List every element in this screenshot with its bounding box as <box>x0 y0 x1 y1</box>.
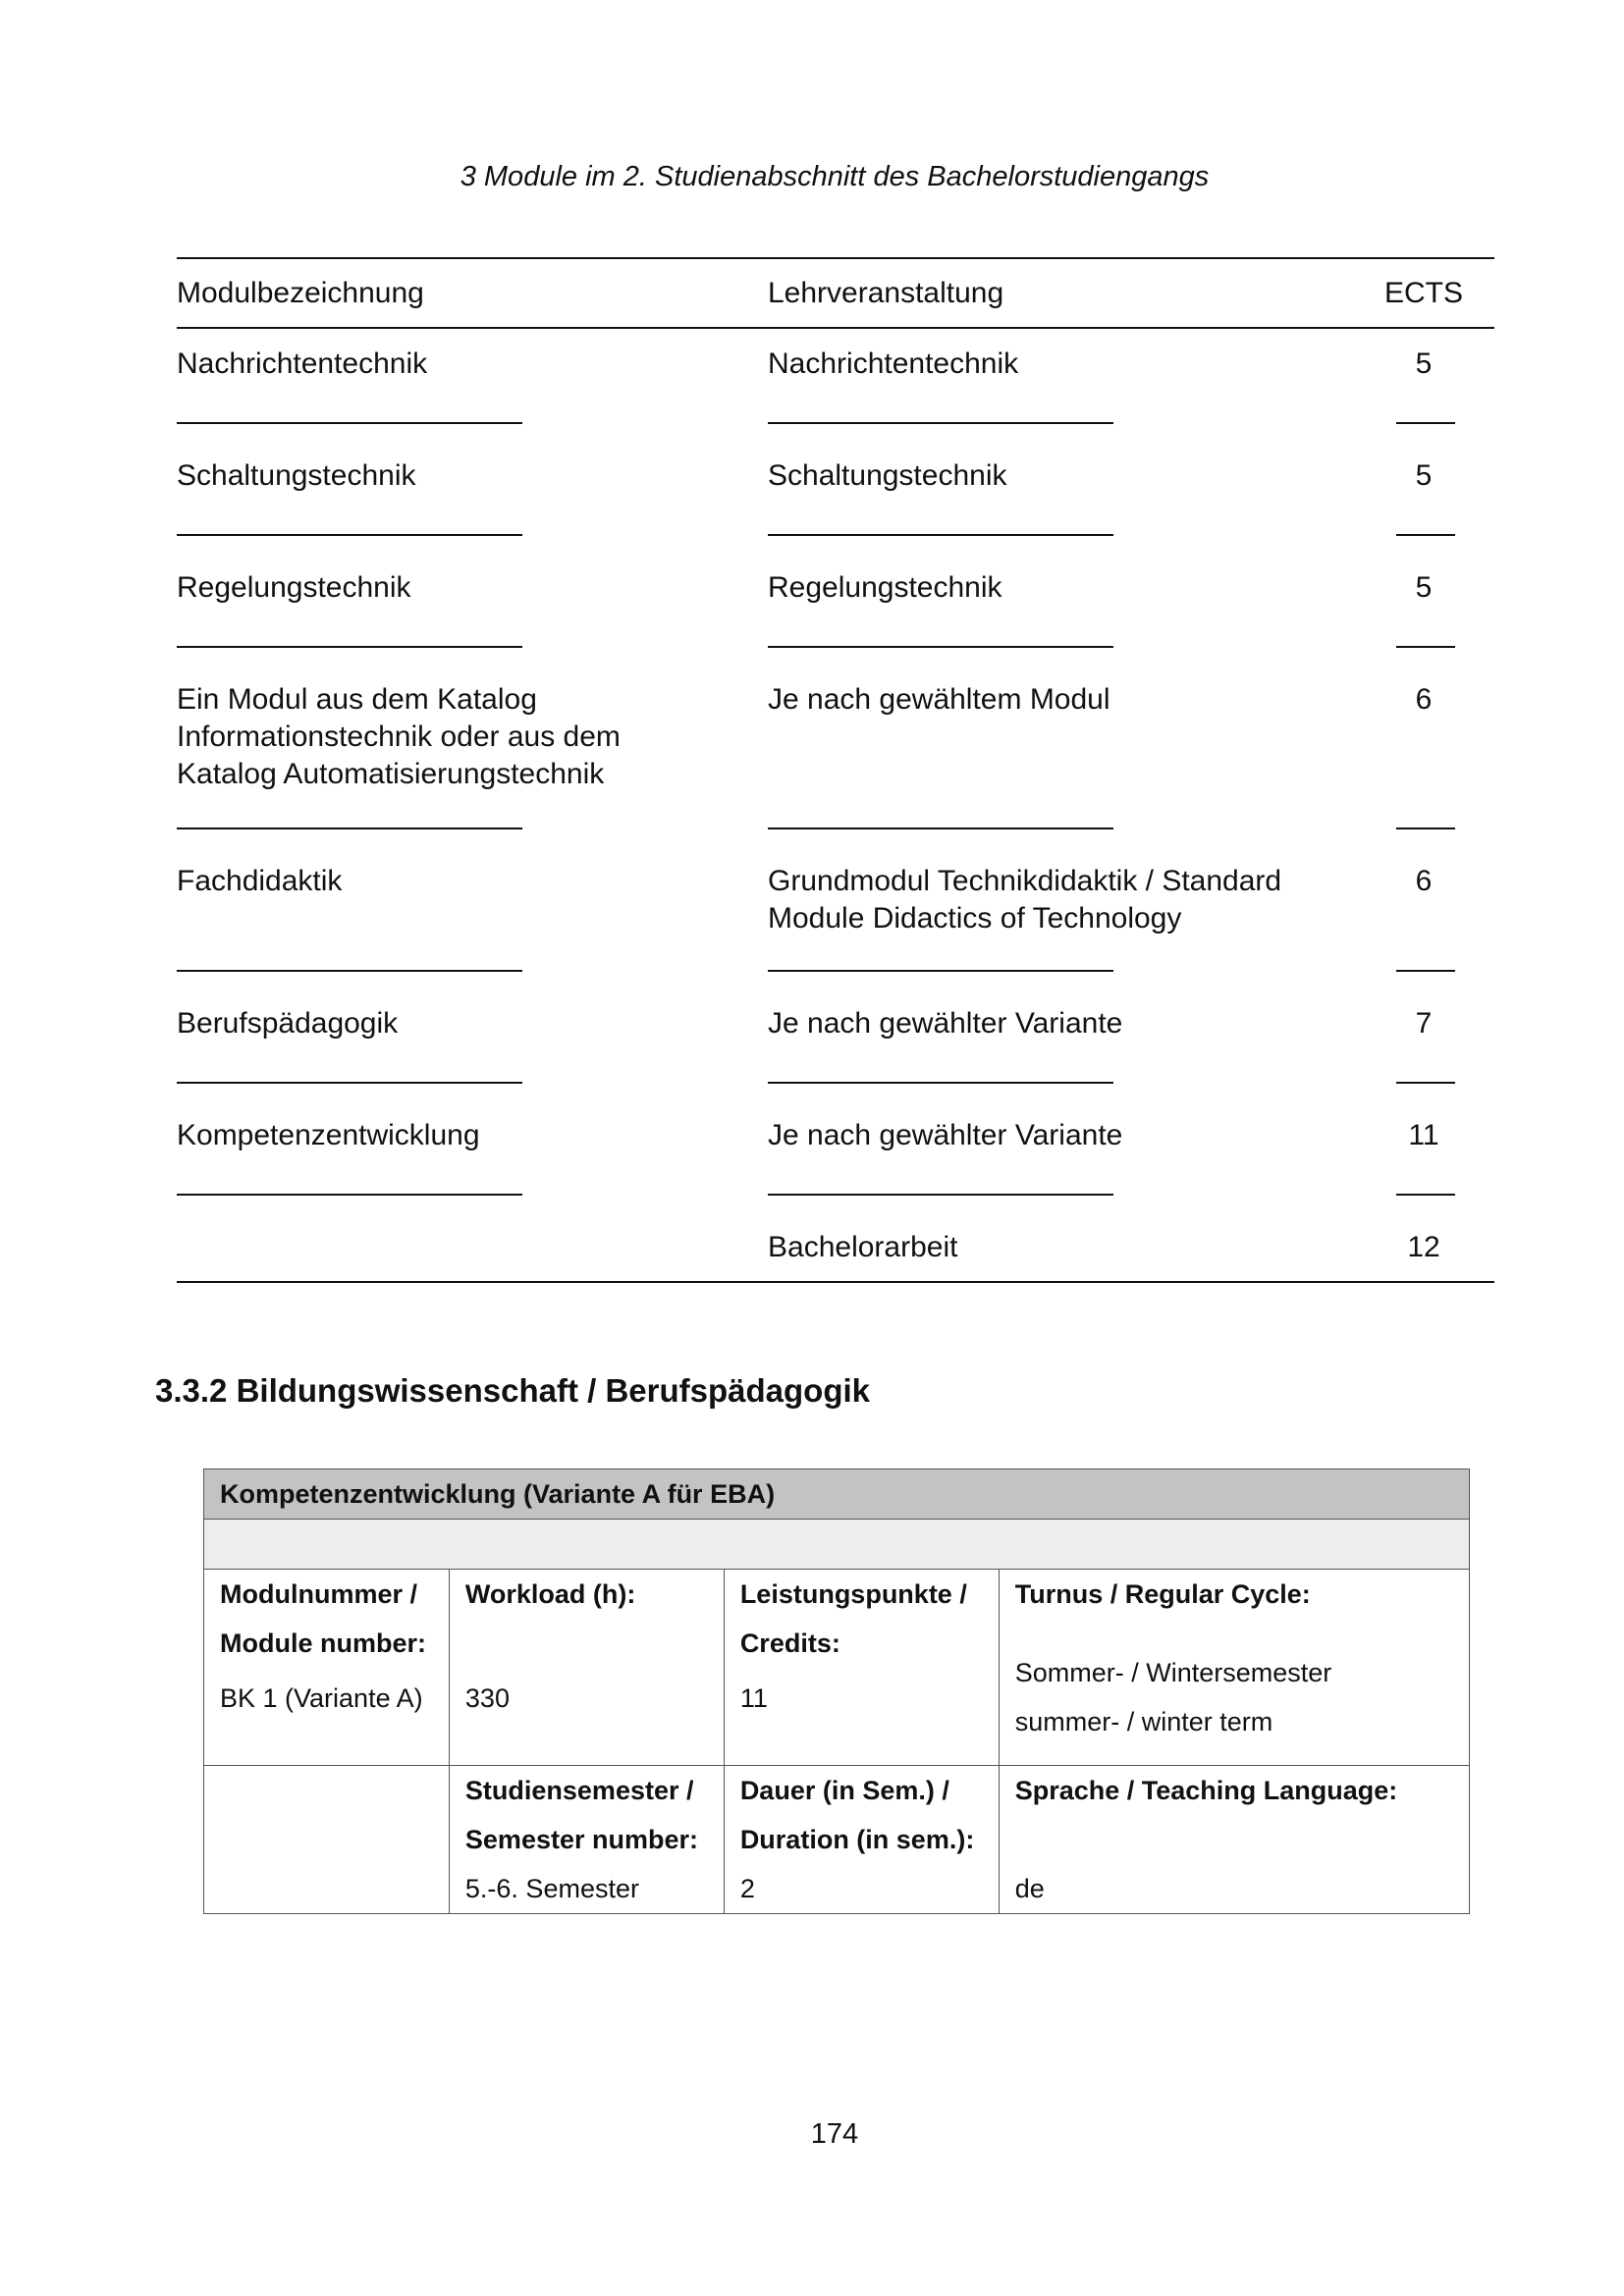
module-name: Regelungstechnik <box>177 571 411 604</box>
modulnummer-cell <box>204 1570 450 1766</box>
page-number: 174 <box>810 2118 859 2150</box>
module-name: Berufspädagogik <box>177 1007 399 1040</box>
row-divider <box>177 534 522 536</box>
course-name: Nachrichtentechnik <box>768 347 1019 380</box>
row-divider <box>768 970 1113 972</box>
semester-value: 5.-6. Semester <box>464 1874 639 1903</box>
row-divider <box>1396 828 1455 829</box>
row-divider <box>768 534 1113 536</box>
row-divider <box>1396 1194 1455 1196</box>
running-header: 3 Module im 2. Studienabschnitt des Bachelorstudiengangs <box>460 161 1210 192</box>
workload-label: Workload (h): <box>464 1579 636 1609</box>
language-value: de <box>1014 1874 1045 1903</box>
table-bottom-rule <box>177 1281 1494 1283</box>
row-divider <box>768 422 1113 424</box>
ects-value: 11 <box>1408 1119 1439 1151</box>
ects-value: 6 <box>1415 865 1433 897</box>
row-divider <box>768 646 1113 648</box>
semester-cell <box>449 1766 724 1914</box>
header-rule <box>177 327 1494 329</box>
workload-value: 330 <box>464 1683 510 1713</box>
duration-cell <box>724 1766 999 1914</box>
modulnummer-label-en: Module number: <box>220 1629 426 1658</box>
turnus-label: Turnus / Regular Cycle: <box>1014 1579 1311 1609</box>
duration-label-en: Duration (in sem.): <box>739 1825 975 1854</box>
course-name: Je nach gewählter Variante <box>768 1007 1123 1040</box>
row-divider <box>177 422 522 424</box>
row-divider <box>177 1082 522 1084</box>
course-name: Grundmodul Technikdidaktik / Standard Module Didactics of Technology <box>768 865 1282 934</box>
module-table-blank-row <box>204 1520 1470 1570</box>
column-header-module: Modulbezeichnung <box>177 277 424 309</box>
row-divider <box>1396 534 1455 536</box>
row-divider <box>1396 970 1455 972</box>
row-divider <box>177 646 522 648</box>
ects-value: 12 <box>1407 1231 1440 1263</box>
duration-label-de: Dauer (in Sem.) / <box>739 1776 949 1805</box>
duration-value: 2 <box>739 1874 755 1903</box>
row-divider <box>1396 1082 1455 1084</box>
credits-cell <box>724 1570 999 1766</box>
credits-value: 11 <box>739 1683 768 1713</box>
row-divider <box>1396 646 1455 648</box>
ects-value: 6 <box>1415 683 1433 716</box>
modulnummer-label-de: Modulnummer / <box>220 1579 417 1609</box>
course-name: Bachelorarbeit <box>768 1231 958 1263</box>
course-name: Regelungstechnik <box>768 571 1002 604</box>
row-divider <box>768 828 1113 829</box>
row-divider <box>177 970 522 972</box>
workload-cell <box>449 1570 724 1766</box>
row-divider <box>768 1194 1113 1196</box>
module-name: Schaltungstechnik <box>177 459 416 492</box>
course-name: Je nach gewähltem Modul <box>768 683 1110 716</box>
row-divider <box>177 1194 522 1196</box>
turnus-value-de: Sommer- / Wintersemester <box>1014 1658 1332 1687</box>
ects-value: 5 <box>1415 571 1433 604</box>
credits-label-en: Credits: <box>739 1629 840 1658</box>
modulnummer-value: BK 1 (Variante A) <box>220 1683 423 1713</box>
column-header-course: Lehrveranstaltung <box>768 277 1004 309</box>
row-divider <box>177 828 522 829</box>
module-name: Ein Modul aus dem Katalog Informationstechnik oder aus dem Katalog Automatisierungstechnik <box>177 683 621 790</box>
row-divider <box>768 1082 1113 1084</box>
ects-value: 5 <box>1415 347 1433 380</box>
row-divider <box>1396 422 1455 424</box>
module-name: Kompetenzentwicklung <box>177 1119 480 1151</box>
module-name: Nachrichtentechnik <box>177 347 428 380</box>
table-top-rule <box>177 257 1494 259</box>
module-name: Fachdidaktik <box>177 865 343 897</box>
turnus-cell <box>999 1570 1469 1766</box>
language-cell <box>999 1766 1469 1914</box>
section-heading: 3.3.2 Bildungswissenschaft / Berufspädagogik <box>155 1372 871 1409</box>
credits-label-de: Leistungspunkte / <box>739 1579 967 1609</box>
ects-value: 7 <box>1415 1007 1433 1040</box>
course-name: Schaltungstechnik <box>768 459 1007 492</box>
language-label: Sprache / Teaching Language: <box>1014 1776 1398 1805</box>
semester-label-de: Studiensemester / <box>464 1776 694 1805</box>
ects-value: 5 <box>1415 459 1433 492</box>
semester-label-en: Semester number: <box>464 1825 698 1854</box>
module-table-title: Kompetenzentwicklung (Variante A für EBA) <box>204 1469 1470 1520</box>
turnus-value-en: summer- / winter term <box>1014 1707 1273 1736</box>
empty-cell <box>204 1766 450 1914</box>
column-header-ects: ECTS <box>1383 277 1463 309</box>
course-name: Je nach gewählter Variante <box>768 1119 1123 1151</box>
module-table <box>203 1468 1470 1914</box>
